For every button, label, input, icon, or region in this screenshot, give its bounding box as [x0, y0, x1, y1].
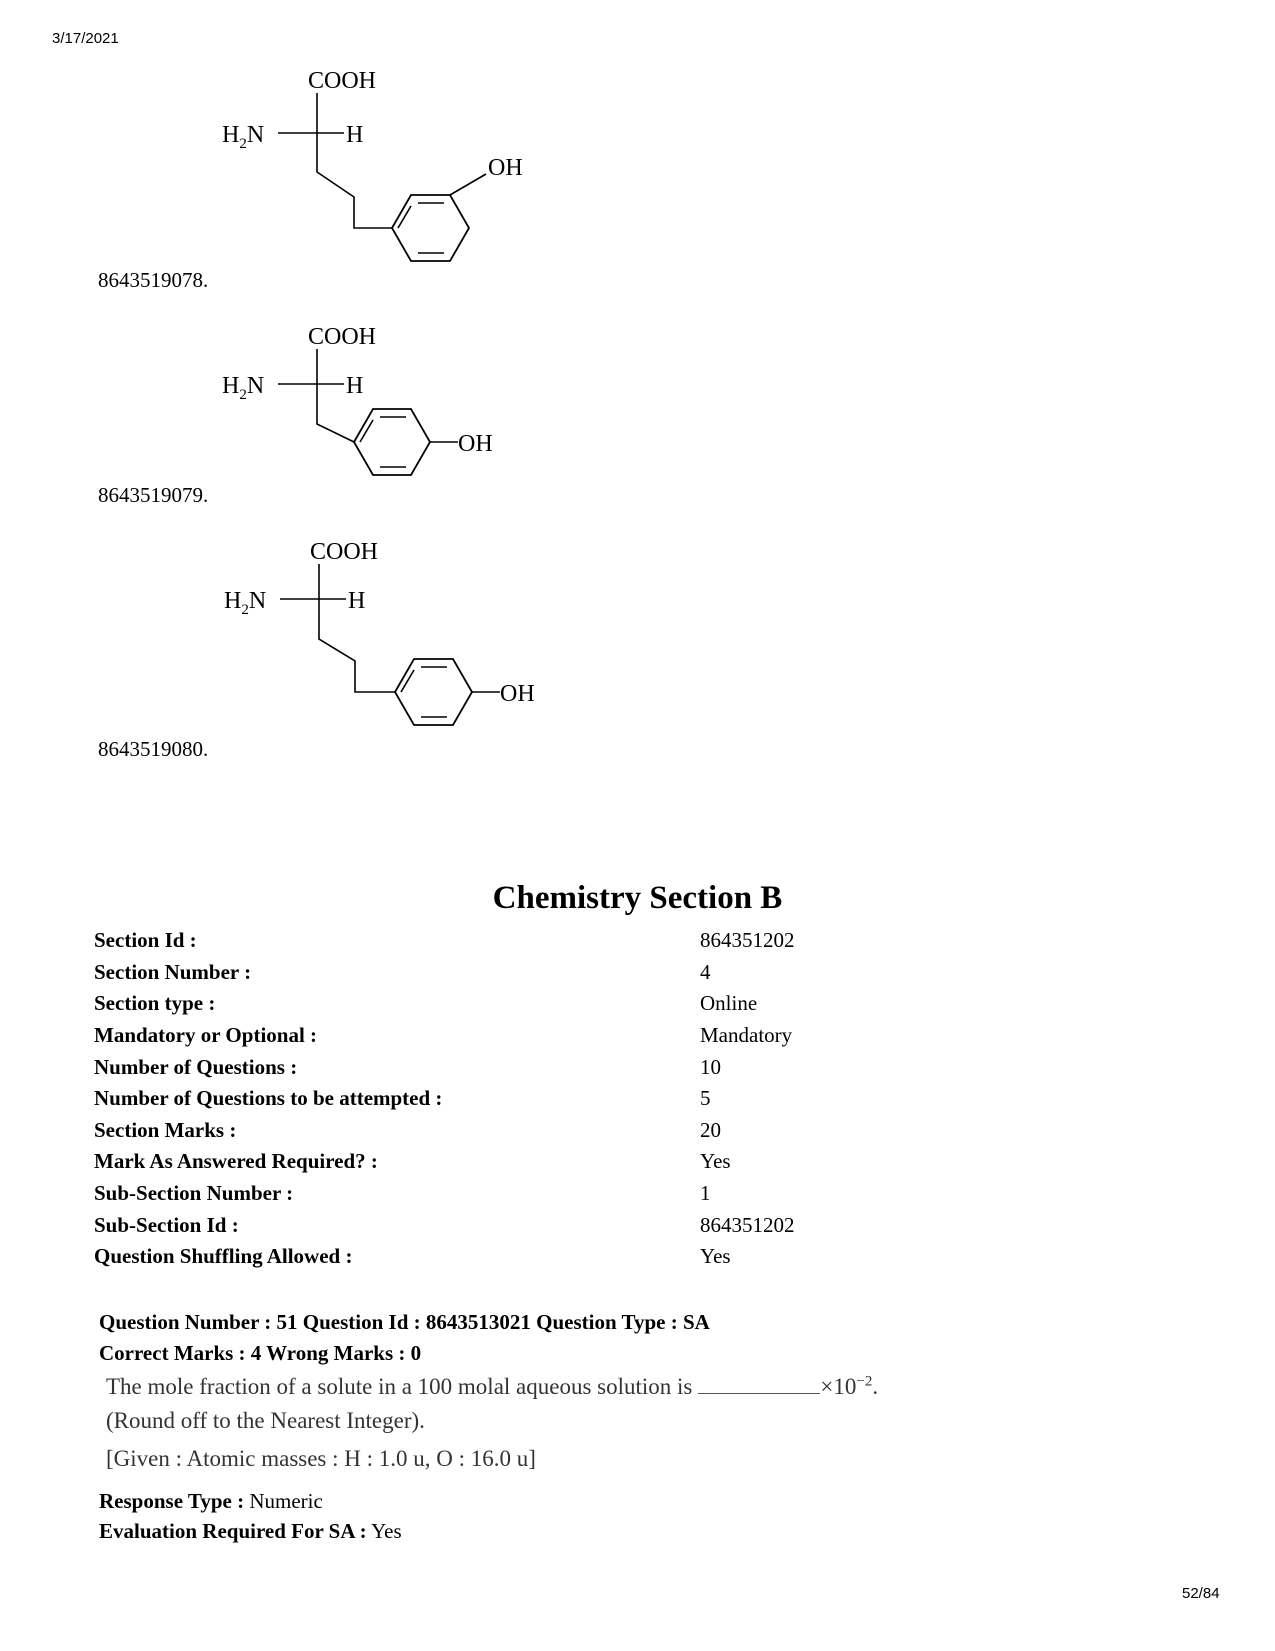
option-id: 8643519078. [98, 268, 209, 292]
table-row [94, 1178, 894, 1210]
section-info-table [94, 925, 894, 1273]
oh-label: OH [488, 155, 523, 181]
option-id: 8643519080. [98, 737, 209, 761]
row-label: Number of Questions : [94, 1054, 298, 1079]
h-label: H [346, 122, 364, 148]
table-row [94, 1083, 894, 1115]
response-type-value: Numeric [244, 1489, 323, 1513]
table-row [94, 1209, 894, 1241]
evaluation-required [99, 1519, 402, 1544]
row-label: Section Number : [94, 959, 252, 984]
table-row [94, 1146, 894, 1178]
row-label: Section type : [94, 991, 216, 1016]
structure-option-3 [220, 535, 560, 750]
table-row [94, 1241, 894, 1273]
h-label: H [346, 373, 364, 399]
row-value: Online [700, 991, 758, 1016]
row-value: 864351202 [700, 928, 795, 953]
structure-option-2 [220, 320, 560, 495]
oh-label: OH [500, 681, 535, 707]
table-row [94, 1051, 894, 1083]
amine-label: $H_2N$ [222, 122, 265, 152]
row-label: Mark As Answered Required? : [94, 1149, 378, 1174]
table-row [94, 1020, 894, 1052]
cooh-label: COOH [310, 539, 379, 565]
table-row [94, 957, 894, 989]
row-label: Sub-Section Id : [94, 1212, 239, 1237]
section-title: Chemistry Section B [492, 880, 783, 916]
evaluation-value: Yes [366, 1519, 402, 1543]
table-row [94, 1115, 894, 1147]
row-value: Mandatory [700, 1023, 793, 1048]
row-value: 864351202 [700, 1212, 795, 1237]
evaluation-label: Evaluation Required For SA : [99, 1519, 367, 1543]
row-label: Question Shuffling Allowed : [94, 1244, 353, 1269]
cooh-label: COOH [308, 68, 377, 94]
page-number: 52/84 [1182, 1585, 1220, 1602]
amine-label: $H_2N$ [222, 373, 265, 403]
response-type [99, 1489, 323, 1514]
question-text [106, 1373, 878, 1400]
row-label: Section Marks : [94, 1117, 237, 1142]
answer-blank [698, 1373, 820, 1394]
structure-option-1 [220, 62, 560, 287]
amine-label: $H_2N$ [224, 588, 267, 618]
row-value: 4 [700, 959, 711, 984]
option-id: 8643519079. [98, 483, 209, 507]
h-label: H [348, 588, 366, 614]
round-note: (Round off to the Nearest Integer). [106, 1408, 425, 1433]
table-row [94, 925, 894, 957]
row-label: Sub-Section Number : [94, 1181, 294, 1206]
row-value: 20 [700, 1117, 721, 1142]
row-label: Section Id : [94, 928, 197, 953]
row-label: Number of Questions to be attempted : [94, 1086, 443, 1111]
row-value: Yes [700, 1244, 731, 1269]
response-type-label: Response Type : [99, 1489, 245, 1513]
row-value: 1 [700, 1181, 711, 1206]
question-stem: The mole fraction of a solute in a 100 molal aqueous solution is [106, 1374, 693, 1399]
given-data: [Given : Atomic masses : H : 1.0 u, O : 16.0 u] [106, 1446, 536, 1471]
row-value: 10 [700, 1054, 721, 1079]
row-value: Yes [700, 1149, 731, 1174]
question-marks: Correct Marks : 4 Wrong Marks : 0 [99, 1341, 422, 1365]
period: . [872, 1374, 879, 1399]
row-label: Mandatory or Optional : [94, 1023, 318, 1048]
cooh-label: COOH [308, 324, 377, 350]
exponent: −2 [856, 1373, 873, 1390]
row-value: 5 [700, 1086, 711, 1111]
multiplier: ×10 [820, 1374, 857, 1399]
print-date: 3/17/2021 [52, 30, 119, 47]
question-header: Question Number : 51 Question Id : 8643513021 Question Type : SA [99, 1310, 710, 1334]
table-row [94, 988, 894, 1020]
oh-label: OH [458, 431, 493, 457]
